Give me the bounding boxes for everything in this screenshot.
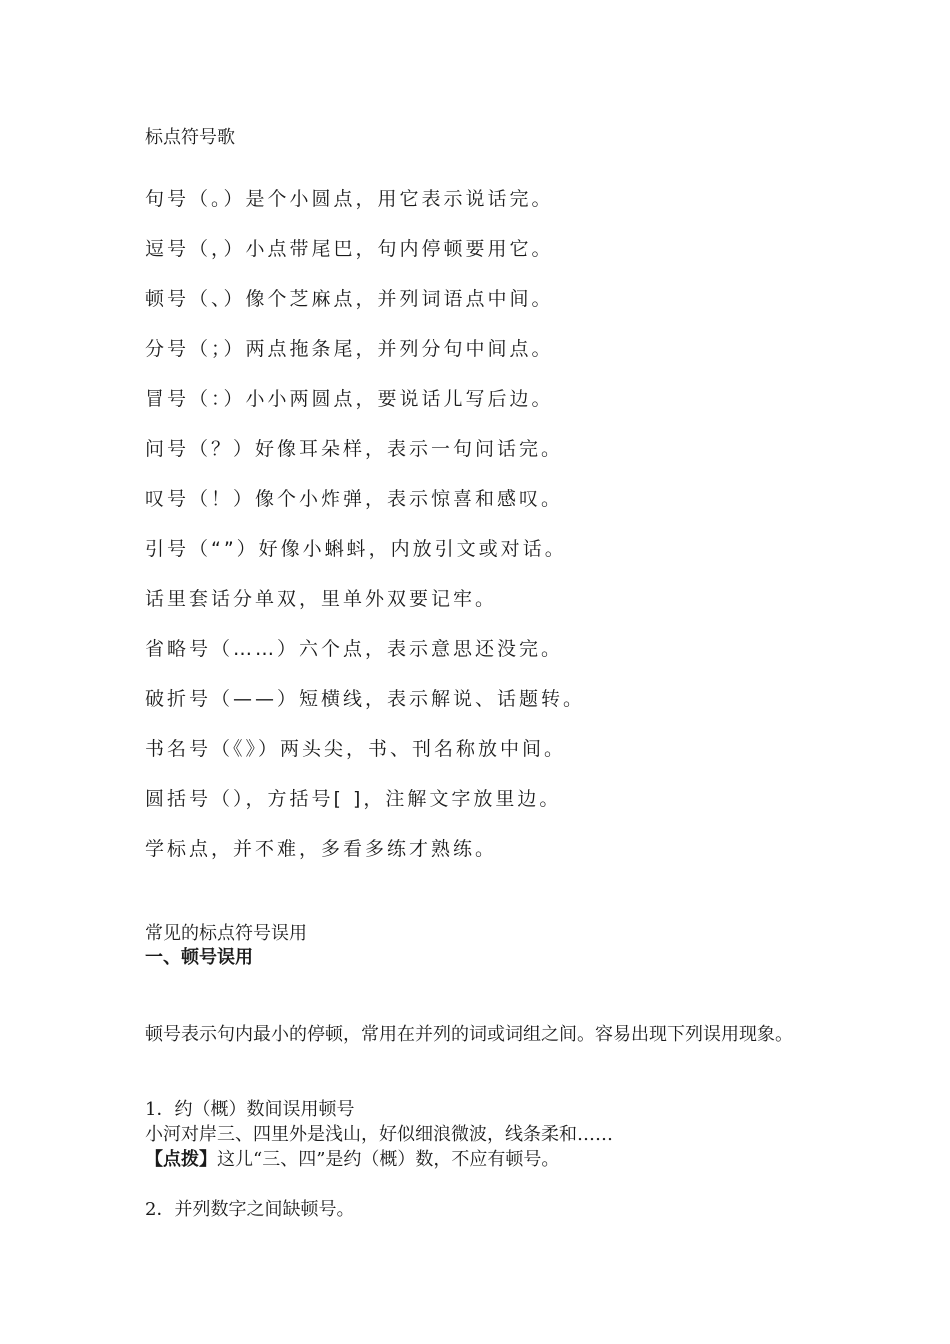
song-line: 问号（？）好像耳朵样，表示一句问话完。 — [145, 438, 564, 460]
song-line: 分号（；）两点拖条尾，并列分句中间点。 — [145, 338, 554, 360]
song-line: 冒号（：）小小两圆点，要说话儿写后边。 — [145, 388, 554, 410]
misuse-item-2 — [145, 1197, 354, 1222]
section-heading: 一、顿号误用 — [145, 947, 253, 968]
song-line: 逗号（，）小点带尾巴，句内停顿要用它。 — [145, 238, 554, 260]
song-line: 省略号（……）六个点，表示意思还没完。 — [145, 638, 564, 660]
tip-label: 【点拨】 — [145, 1149, 217, 1170]
song-line: 话里套话分单双，里单外双要记牢。 — [145, 588, 498, 610]
intro-paragraph: 顿号表示句内最小的停顿，常用在并列的词或词组之间。容易出现下列误用现象。 — [145, 1024, 793, 1045]
item-tip — [145, 1147, 613, 1172]
misuse-item-1 — [145, 1097, 613, 1172]
song-line: 学标点，并不难，多看多练才熟练。 — [145, 838, 498, 860]
tip-text: 这儿“三、四”是约（概）数，不应有顿号。 — [217, 1149, 560, 1170]
section-title: 常见的标点符号误用 — [145, 923, 307, 944]
item-example: 小河对岸三、四里外是浅山，好似细浪微波，线条柔和…… — [145, 1124, 613, 1145]
item-title: 2．并列数字之间缺顿号。 — [145, 1199, 355, 1220]
song-line: 句号（。）是个小圆点，用它表示说话完。 — [145, 188, 554, 210]
song-title: 标点符号歌 — [145, 127, 235, 148]
song-line: 圆括号（），方括号[ ]，注解文字放里边。 — [145, 788, 562, 810]
song-line: 书名号（《》）两头尖，书、刊名称放中间。 — [145, 738, 567, 760]
song-line: 顿号（、）像个芝麻点，并列词语点中间。 — [145, 288, 554, 310]
item-title: 1．约（概）数间误用顿号 — [145, 1099, 355, 1120]
song-line: 叹号（！）像个小炸弹，表示惊喜和感叹。 — [145, 488, 564, 510]
song-line: 破折号（——）短横线，表示解说、话题转。 — [145, 688, 586, 710]
song-lines — [145, 184, 585, 884]
song-line: 引号（“”）好像小蝌蚪，内放引文或对话。 — [145, 538, 567, 560]
